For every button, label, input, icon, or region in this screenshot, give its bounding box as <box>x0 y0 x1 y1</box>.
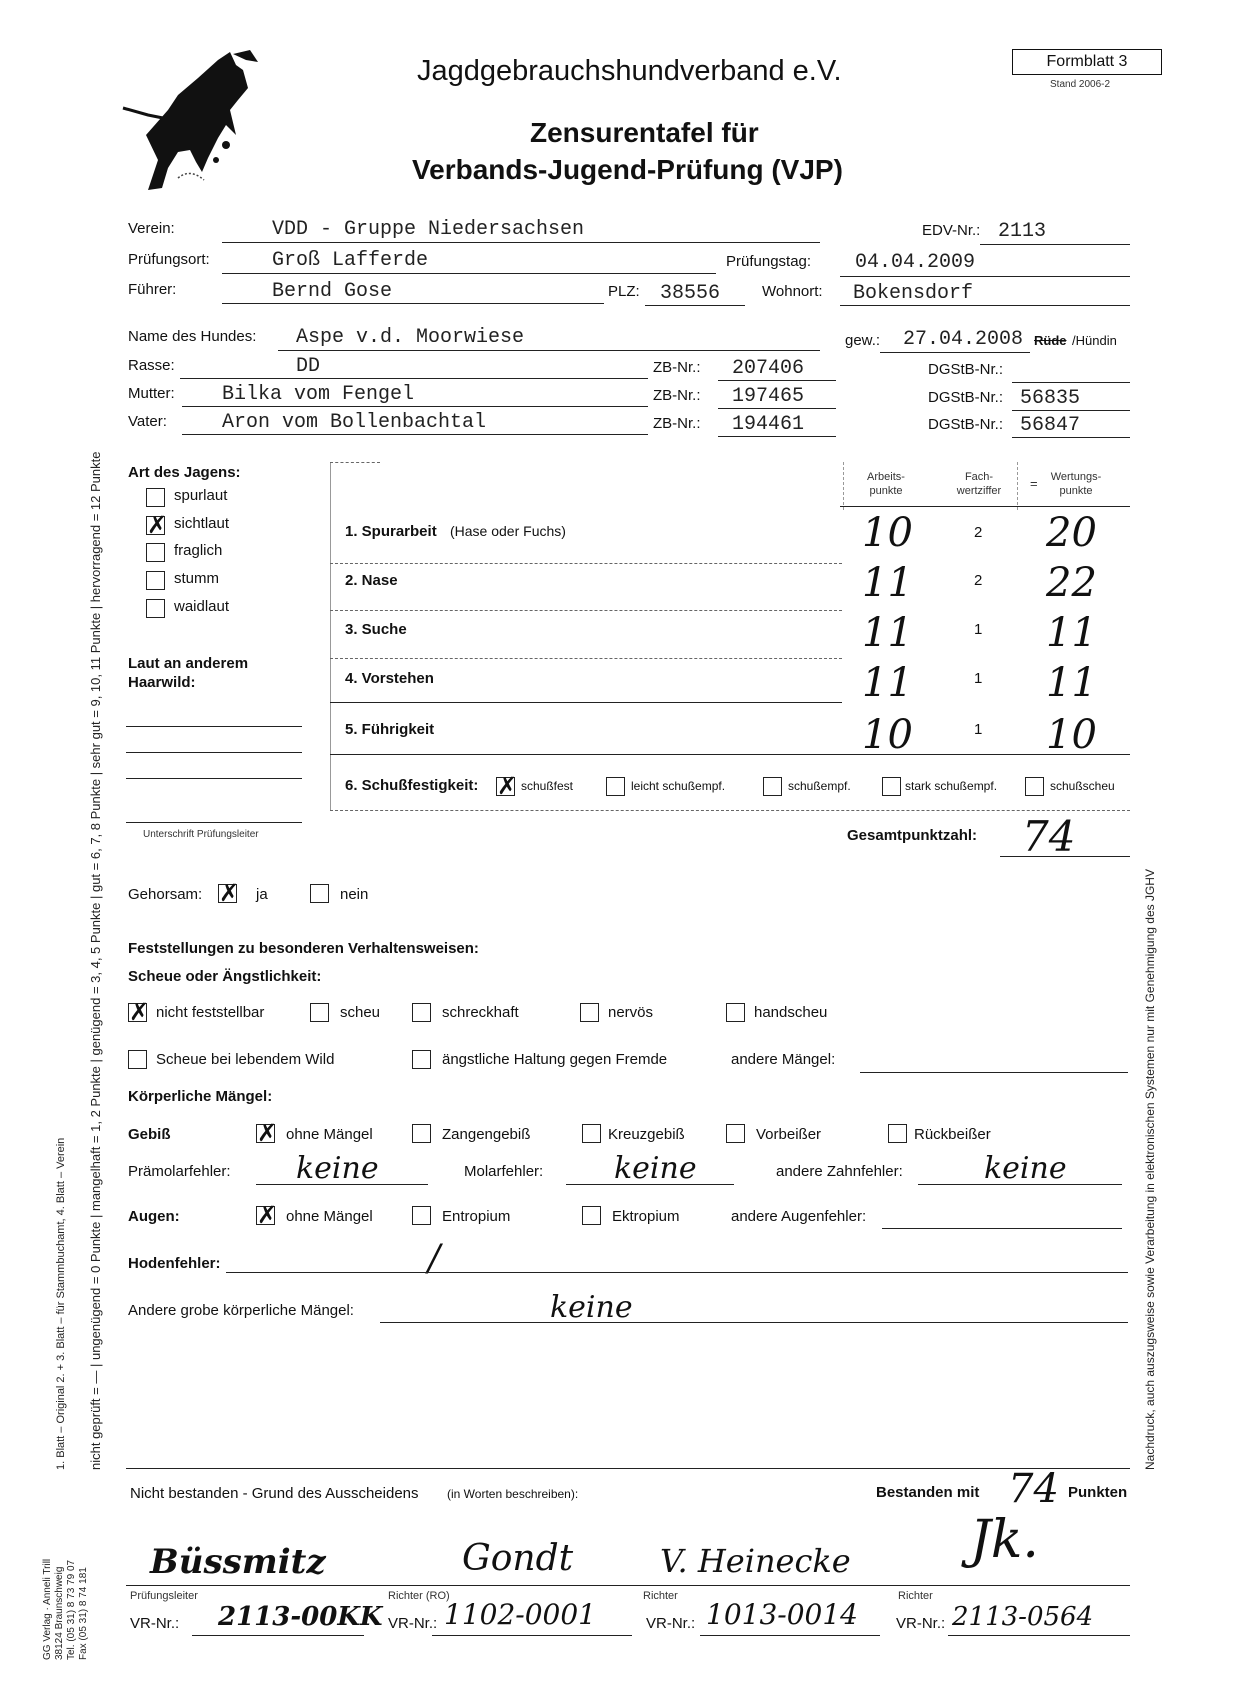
zahn-value: keine <box>984 1151 1067 1186</box>
gebiss-checkbox-vorbeisser[interactable] <box>726 1124 745 1143</box>
col-eq: = <box>1030 476 1038 491</box>
scheue-option-label: Scheue bei lebendem Wild <box>156 1051 335 1068</box>
footer-top-line <box>126 1468 1130 1469</box>
jagen-checkbox-waidlaut[interactable] <box>146 599 165 618</box>
mutter-dgstb-underline <box>1012 410 1130 411</box>
plz-value: 38556 <box>660 282 721 305</box>
schuss-option-label: leicht schußempf. <box>631 779 726 793</box>
mutter-zb-underline <box>718 408 836 409</box>
copies-note-text: 1. Blatt – Original 2. + 3. Blatt – für Stammbuchamt, 4. Blatt – Verein <box>55 1137 67 1470</box>
form-title-line2: Verbands-Jugend-Prüfung (VJP) <box>412 154 843 185</box>
gehorsam-nein-checkbox[interactable] <box>310 884 329 903</box>
table-col-divider <box>843 462 844 510</box>
publisher-line: GG Verlag · Anneli Trill <box>42 1558 53 1660</box>
zb-value: 207406 <box>732 357 805 380</box>
score-wertung: 11 <box>1046 660 1097 706</box>
rasse-label: Rasse: <box>128 357 175 374</box>
punkten-label: Punkten <box>1068 1484 1128 1501</box>
org-name: Jagdgebrauchshundverband e.V. <box>417 55 842 87</box>
schuss-option-label: schußfest <box>521 779 574 793</box>
formblatt-label: Formblatt 3 <box>1046 53 1128 70</box>
formblatt-box <box>1012 49 1162 75</box>
praemolar-label: Prämolarfehler: <box>128 1163 231 1180</box>
gebiss-checkbox-zange[interactable] <box>412 1124 431 1143</box>
schuss-checkbox-fest[interactable] <box>496 772 518 800</box>
jagen-option-label: sichtlaut <box>174 515 230 532</box>
score-wertung: 20 <box>1046 510 1097 556</box>
hoden-value: / <box>428 1238 441 1279</box>
judge-vr-value: 1102-0001 <box>444 1598 596 1631</box>
verein-value: VDD - Gruppe Niedersachsen <box>272 218 585 241</box>
judge-role: Richter <box>898 1590 933 1602</box>
judge-vr-value: 2113-00KK <box>218 1602 383 1632</box>
molar-label: Molarfehler: <box>464 1163 544 1180</box>
schuss-checkbox-scheu[interactable] <box>1025 777 1044 796</box>
publisher-line: Fax (05 31) 8 74 181 <box>78 1567 89 1660</box>
score-row-line <box>330 702 842 703</box>
gew-label: gew.: <box>845 332 881 349</box>
ort-value: Groß Lafferde <box>272 249 429 272</box>
score-row-line <box>330 658 842 659</box>
table-top-border <box>330 462 380 463</box>
edv-value: 2113 <box>998 220 1047 243</box>
table-col-divider <box>1017 462 1018 510</box>
score-fach: 1 <box>974 721 983 738</box>
gew-value: 27.04.2008 <box>903 328 1024 351</box>
score-arbeit: 10 <box>862 712 913 758</box>
scheue-option-label: ängstliche Haltung gegen Fremde <box>442 1051 668 1068</box>
judge-signature: Gondt <box>462 1538 574 1579</box>
score-arbeit: 11 <box>862 660 913 706</box>
judge-vr-value: 2113-0564 <box>952 1602 1094 1632</box>
score-arbeit: 10 <box>862 510 913 556</box>
schuss-checkbox-empf[interactable] <box>763 777 782 796</box>
grob-value: keine <box>550 1290 633 1325</box>
laut-line <box>126 752 302 753</box>
vater-zb-label: ZB-Nr.: <box>653 415 701 432</box>
tag-underline <box>840 276 1130 277</box>
schuss-checkbox-stark[interactable] <box>882 777 901 796</box>
gebiss-checkbox-ohne[interactable] <box>256 1119 278 1147</box>
nicht-bestanden-sub: (in Worten beschreiben): <box>447 1487 579 1501</box>
form-title-line1: Zensurentafel für <box>530 117 759 148</box>
score-row-label: 1. Spurarbeit <box>345 523 437 540</box>
gebiss-option-label: Vorbeißer <box>756 1126 822 1143</box>
publisher-line: Tel. (05 31) 8 73 79 07 <box>66 1559 77 1660</box>
score-fach: 1 <box>974 670 983 687</box>
col-wertung: Wertungs- punkte <box>1050 471 1102 497</box>
scheue-checkbox-nicht[interactable] <box>128 998 150 1026</box>
table-left-border <box>330 462 331 810</box>
col-fach: Fach- wertziffer <box>956 471 1002 497</box>
augenfehler-line <box>882 1228 1122 1229</box>
sign-line <box>126 822 302 823</box>
augenfehler-label: andere Augenfehler: <box>731 1208 867 1225</box>
edv-label: EDV-Nr.: <box>922 222 981 239</box>
rasse-value: DD <box>296 355 321 378</box>
dgstb-label: DGStB-Nr.: <box>928 361 1004 378</box>
nicht-bestanden-label: Nicht bestanden - Grund des Ausscheidens <box>130 1485 419 1502</box>
mutter-zb-label: ZB-Nr.: <box>653 387 701 404</box>
judge-vr-line <box>700 1635 880 1636</box>
score-wertung: 22 <box>1046 560 1097 606</box>
mutter-underline <box>182 406 648 407</box>
ort-label: Prüfungsort: <box>128 251 210 268</box>
andere-maengel-label: andere Mängel: <box>731 1051 836 1068</box>
verhalten-title: Feststellungen zu besonderen Verhaltensweisen: <box>128 940 479 957</box>
check-mark-icon: ✗ <box>257 1119 278 1147</box>
scheue-checkbox-lebendwild[interactable] <box>128 1050 147 1069</box>
rasse-underline <box>180 378 648 379</box>
scheue-option-label: nicht feststellbar <box>156 1004 265 1021</box>
wohnort-label: Wohnort: <box>762 283 823 300</box>
score-row-sub: (Hase oder Fuchs) <box>450 523 566 539</box>
andere-maengel-line <box>860 1072 1128 1073</box>
molar-value: keine <box>614 1151 697 1186</box>
mutter-label: Mutter: <box>128 385 175 402</box>
judge-vr-value: 1013-0014 <box>706 1598 858 1631</box>
judge-signature: Büssmitz <box>150 1542 326 1582</box>
scheue-option-label: handscheu <box>754 1004 828 1021</box>
tag-label: Prüfungstag: <box>726 253 812 270</box>
gebiss-option-label: ohne Mängel <box>286 1126 373 1143</box>
edv-underline <box>980 244 1130 245</box>
scheue-title: Scheue oder Ängstlichkeit: <box>128 968 322 985</box>
score-row-label: 4. Vorstehen <box>345 670 434 687</box>
judge-signature: V. Heinecke <box>660 1542 851 1580</box>
augen-label: Augen: <box>128 1208 180 1225</box>
fuehrer-value: Bernd Gose <box>272 280 393 303</box>
copyright-note-text: Nachdruck, auch auszugsweise sowie Verarbeitung in elektronischen Systemen nur mit Genehmigung des JGHV <box>1143 869 1157 1470</box>
praemolar-value: keine <box>296 1151 379 1186</box>
score-fach: 2 <box>974 524 983 541</box>
schuss-option-label: schußscheu <box>1050 779 1115 793</box>
plz-underline <box>645 305 745 306</box>
jagen-option-label: spurlaut <box>174 487 228 504</box>
augen-checkbox-ohne[interactable] <box>256 1201 278 1229</box>
check-mark-icon: ✗ <box>219 879 240 907</box>
table-bottom-line <box>330 810 1130 811</box>
gehorsam-label: Gehorsam: <box>128 886 203 903</box>
score-row-label: 5. Führigkeit <box>345 721 435 738</box>
zahn-label: andere Zahnfehler: <box>776 1163 903 1180</box>
score-row-label: 3. Suche <box>345 621 407 638</box>
gesamt-label: Gesamtpunktzahl: <box>847 827 978 844</box>
augen-checkbox-entropium[interactable] <box>412 1206 431 1225</box>
gesamt-value: 74 <box>1022 812 1076 861</box>
judge-vr-label: VR-Nr.: <box>388 1615 438 1632</box>
hund-underline <box>278 350 820 351</box>
dgstb-underline <box>1012 382 1130 383</box>
hund-label: Name des Hundes: <box>128 328 257 345</box>
gebiss-label: Gebiß <box>128 1126 171 1143</box>
scheue-checkbox-scheu[interactable] <box>310 1003 329 1022</box>
table-header-line <box>840 506 1130 507</box>
scheue-checkbox-handscheu[interactable] <box>726 1003 745 1022</box>
gew-underline <box>880 352 1030 353</box>
tag-value: 04.04.2009 <box>855 251 976 274</box>
vater-dgstb-underline <box>1012 437 1130 438</box>
judge-vr-label: VR-Nr.: <box>896 1615 946 1632</box>
jagen-checkbox-stumm[interactable] <box>146 571 165 590</box>
augen-option-label: ohne Mängel <box>286 1208 373 1225</box>
score-wertung: 10 <box>1046 712 1097 758</box>
scheue-option-label: schreckhaft <box>442 1004 519 1021</box>
jagen-option-label: fraglich <box>174 542 223 559</box>
hoden-label: Hodenfehler: <box>128 1255 221 1272</box>
scheue-option-label: scheu <box>340 1004 381 1021</box>
hund-value: Aspe v.d. Moorwiese <box>296 326 525 349</box>
verein-label: Verein: <box>128 220 175 237</box>
score-row-line <box>330 563 842 564</box>
mutter-dgstb-value: 56835 <box>1020 387 1081 410</box>
vater-zb-underline <box>718 436 836 437</box>
praemolar-line <box>256 1184 428 1185</box>
gebiss-checkbox-kreuz[interactable] <box>582 1124 601 1143</box>
scheue-checkbox-fremde[interactable] <box>412 1050 431 1069</box>
jagen-checkbox-fraglich[interactable] <box>146 543 165 562</box>
score-fach: 1 <box>974 621 983 638</box>
verein-underline <box>222 242 820 243</box>
schuss-checkbox-leicht[interactable] <box>606 777 625 796</box>
jagen-option-label: stumm <box>174 570 219 587</box>
judge-role: Richter <box>643 1590 678 1602</box>
grob-line <box>380 1322 1128 1323</box>
col-arbeit: Arbeits- punkte <box>867 471 905 497</box>
schuss-option-label: schußempf. <box>788 779 851 793</box>
koerper-title: Körperliche Mängel: <box>128 1088 273 1105</box>
score-row-line <box>330 754 1130 755</box>
molar-line <box>566 1184 734 1185</box>
gebiss-option-label: Zangengebiß <box>442 1126 531 1143</box>
judge-vr-label: VR-Nr.: <box>646 1615 696 1632</box>
score-arbeit: 11 <box>862 610 913 656</box>
laut-line <box>126 778 302 779</box>
check-mark-icon: ✗ <box>129 998 150 1026</box>
signature-line <box>126 1585 1130 1586</box>
wohnort-underline <box>840 305 1130 306</box>
vater-dgstb-value: 56847 <box>1020 414 1081 437</box>
laut-line <box>126 726 302 727</box>
sign-label: Unterschrift Prüfungsleiter <box>143 829 259 840</box>
laut-label: Laut an anderem Haarwild: <box>128 655 249 691</box>
grading-scale-text: nicht geprüft = — | ungenügend = 0 Punkte | mangelhaft = 1, 2 Punkte | genügend = 3, 4, 5 Punkte | gut = 6, 7, 8 Punkte | sehr gut = 9, 10, 11 Punkte | hervorragend = 12 Punkte <box>88 451 103 1470</box>
scheue-checkbox-schreckhaft[interactable] <box>412 1003 431 1022</box>
sex-struck: Rüde <box>1034 333 1067 348</box>
gebiss-checkbox-rueckbeisser[interactable] <box>888 1124 907 1143</box>
jagen-checkbox-sichtlaut[interactable] <box>146 511 168 539</box>
vater-dgstb-label: DGStB-Nr.: <box>928 416 1004 433</box>
zb-label: ZB-Nr.: <box>653 359 701 376</box>
score-row-line <box>330 610 842 611</box>
score-row-label: 2. Nase <box>345 572 398 589</box>
augen-checkbox-ektropium[interactable] <box>582 1206 601 1225</box>
judge-vr-line <box>948 1635 1130 1636</box>
sex-value: /Hündin <box>1072 333 1117 348</box>
check-mark-icon: ✗ <box>497 772 518 800</box>
score-wertung: 11 <box>1046 610 1097 656</box>
mutter-zb-value: 197465 <box>732 385 805 408</box>
judge-vr-line <box>192 1635 364 1636</box>
form-version: Stand 2006-2 <box>1050 79 1111 90</box>
vater-underline <box>182 434 648 435</box>
gesamt-underline <box>1000 856 1130 857</box>
mutter-dgstb-label: DGStB-Nr.: <box>928 389 1004 406</box>
grob-label: Andere grobe körperliche Mängel: <box>128 1302 354 1319</box>
zb-underline <box>718 380 836 381</box>
bestanden-label: Bestanden mit <box>876 1484 980 1501</box>
gebiss-option-label: Rückbeißer <box>914 1126 991 1143</box>
zahn-line <box>918 1184 1122 1185</box>
publisher-line: 38124 Braunschweig <box>54 1566 65 1660</box>
augen-option-label: Entropium <box>442 1208 511 1225</box>
judge-vr-line <box>432 1635 632 1636</box>
bestanden-value: 74 <box>1008 1466 1059 1512</box>
wohnort-value: Bokensdorf <box>853 282 974 305</box>
jagen-checkbox-spurlaut[interactable] <box>146 488 165 507</box>
ort-underline <box>222 273 716 274</box>
vater-value: Aron vom Bollenbachtal <box>222 411 487 434</box>
mutter-value: Bilka vom Fengel <box>222 383 415 406</box>
gehorsam-nein-label: nein <box>340 886 369 903</box>
jagen-option-label: waidlaut <box>174 598 230 615</box>
fuehrer-label: Führer: <box>128 281 177 298</box>
score-fach: 2 <box>974 572 983 589</box>
judge-role: Richter (RO) <box>388 1590 450 1602</box>
vater-zb-value: 194461 <box>732 413 805 436</box>
schuss-option-label: stark schußempf. <box>905 779 998 793</box>
scheue-option-label: nervös <box>608 1004 654 1021</box>
judge-signature: Jk. <box>970 1510 1039 1570</box>
gehorsam-ja-label: ja <box>256 886 268 903</box>
vater-label: Vater: <box>128 413 167 430</box>
scheue-checkbox-nervoes[interactable] <box>580 1003 599 1022</box>
judge-role: Prüfungsleiter <box>130 1590 198 1602</box>
check-mark-icon: ✗ <box>257 1201 278 1229</box>
schuss-label: 6. Schußfestigkeit: <box>345 777 479 794</box>
gebiss-option-label: Kreuzgebiß <box>608 1126 685 1143</box>
jghv-logo-icon <box>118 40 268 200</box>
augen-option-label: Ektropium <box>612 1208 680 1225</box>
gehorsam-ja-checkbox[interactable] <box>218 879 240 907</box>
check-mark-icon: ✗ <box>147 511 168 539</box>
jagen-title: Art des Jagens: <box>128 464 241 481</box>
fuehrer-underline <box>222 303 604 304</box>
plz-label: PLZ: <box>608 283 640 300</box>
score-arbeit: 11 <box>862 560 913 606</box>
judge-vr-label: VR-Nr.: <box>130 1615 180 1632</box>
hoden-line <box>226 1272 1128 1273</box>
